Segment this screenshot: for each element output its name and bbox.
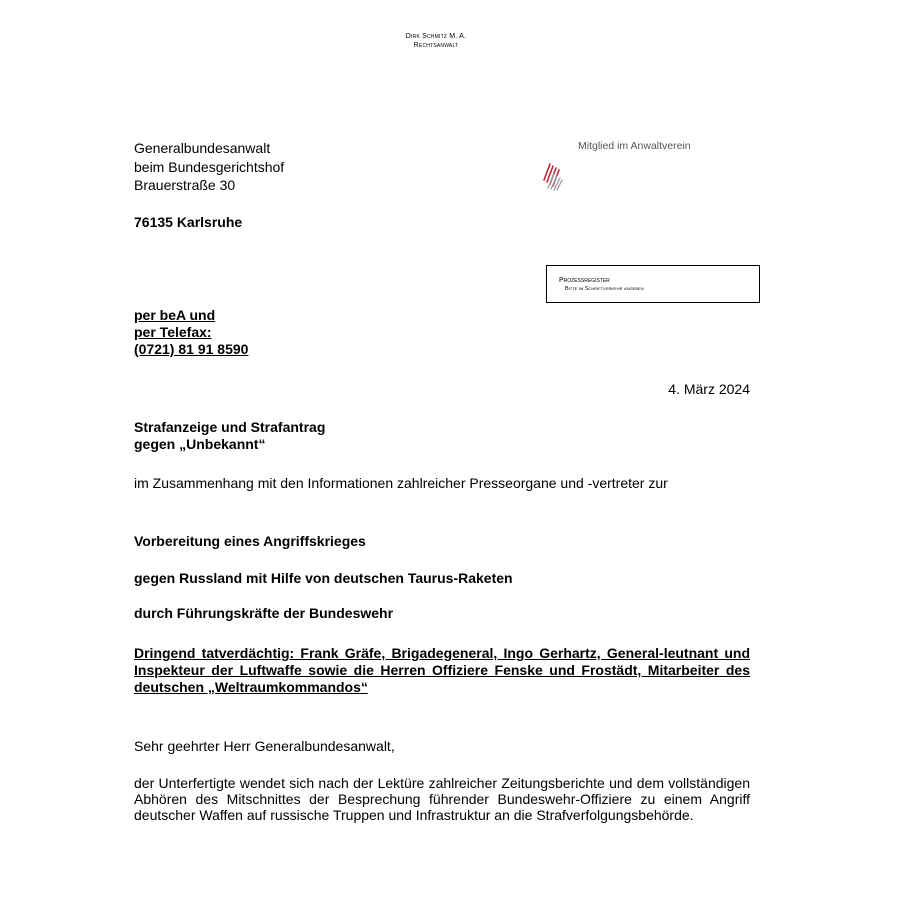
register-subtitle: Bitte im Schriftverkehr angeben [565, 286, 644, 292]
letter-date: 4. März 2024 [668, 381, 750, 397]
transmission-line-2: per Telefax: [134, 324, 212, 340]
heading-1: Vorbereitung eines Angriffskrieges [134, 533, 366, 549]
suspects-paragraph: Dringend tatverdächtig: Frank Gräfe, Brigadegeneral, Ingo Gerhartz, General-leutnant und Inspekteur der Luftwaffe sowie die Herren Offiziere Fenske und Frostädt, Mitarbeiter des deutschen „Weltraumkommandos“ [134, 645, 750, 695]
transmission-line-1: per beA und [134, 307, 216, 323]
fax-number: (0721) 81 91 8590 [134, 341, 249, 357]
register-box [546, 265, 760, 303]
heading-3: durch Führungskräfte der Bundeswehr [134, 605, 394, 621]
recipient-line-1: Generalbundesanwalt [134, 140, 271, 156]
recipient-line-2: beim Bundesgerichtshof [134, 158, 285, 175]
anwaltverein-logo-icon [540, 158, 566, 192]
recipient-city: 76135 Karlsruhe [134, 214, 243, 230]
recipient-address [134, 139, 284, 195]
subject-line-1: Strafanzeige und Strafantrag [134, 419, 326, 435]
register-title: Prozeßregister [559, 277, 610, 284]
subject-block [134, 419, 325, 453]
salutation: Sehr geehrter Herr Generalbundesanwalt, [134, 738, 395, 754]
lawyer-title: Rechtsanwalt [413, 42, 459, 49]
lawyer-name: Dirk Schmitz M. A. [405, 33, 467, 40]
transmission-block [134, 307, 248, 358]
letterhead [0, 32, 872, 50]
subject-line-2: gegen „Unbekannt“ [134, 436, 266, 452]
heading-2: gegen Russland mit Hilfe von deutschen Taurus-Raketen [134, 570, 513, 586]
membership-text: Mitglied im Anwaltverein [578, 140, 691, 152]
intro-paragraph: im Zusammenhang mit den Informationen zahlreicher Presseorgane und -vertreter zur [134, 475, 668, 491]
body-paragraph: der Unterfertigte wendet sich nach der Lektüre zahlreicher Zeitungsberichte und dem vollständigen Abhören des Mitschnittes der Besprechung führender Bundeswehr-Offiziere zu einem Angriff deutscher Waffen auf russische Truppen und Infrastruktur an die Strafverfolgungsbehörde. [134, 775, 750, 823]
recipient-line-3: Brauerstraße 30 [134, 177, 236, 193]
